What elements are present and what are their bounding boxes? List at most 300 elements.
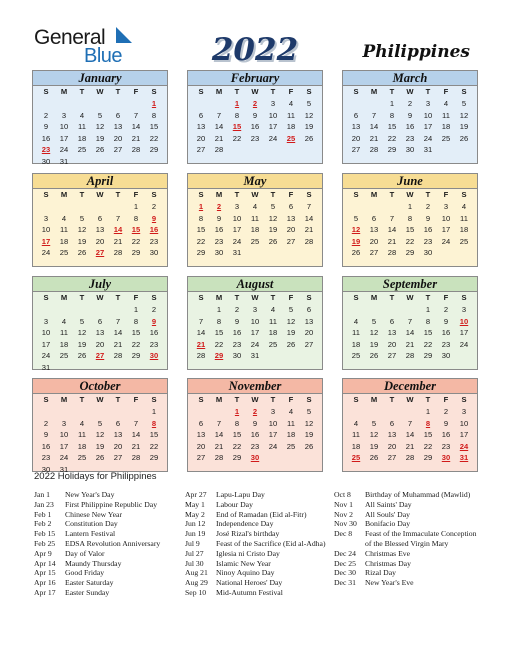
day-cell: 22 (214, 339, 224, 349)
day-cell: 11 (251, 213, 259, 223)
month-january (32, 70, 168, 164)
weekday-header: M (215, 190, 223, 199)
day-cell: 18 (351, 441, 361, 451)
day-cell: 4 (79, 418, 85, 428)
holiday-day: 2 (252, 407, 258, 416)
weekday-header: T (79, 293, 85, 302)
weekday-header: S (43, 190, 49, 199)
holiday-name: Independence Day (216, 519, 274, 529)
day-cell: 26 (95, 145, 105, 154)
day-cell: 27 (113, 145, 123, 154)
day-cell: 3 (43, 213, 49, 223)
holiday-item (34, 490, 160, 500)
month-june (342, 173, 478, 267)
day-cell: 15 (149, 430, 159, 439)
holiday-name: Feast of the Sacrifice (Eid al-Adha) (216, 538, 326, 548)
day-cell: 4 (61, 316, 67, 326)
day-cell: 16 (149, 328, 159, 337)
day-cell: 11 (60, 328, 68, 337)
day-cell: 12 (369, 430, 379, 439)
weekday-header: M (60, 293, 68, 302)
day-cell: 26 (304, 133, 314, 143)
day-cell: 20 (351, 133, 361, 143)
weekday-header: M (60, 190, 68, 199)
day-cell: 29 (423, 453, 433, 462)
holiday-name: Chinese New Year (65, 509, 123, 519)
holiday-name: Christmas Eve (365, 548, 411, 558)
day-cell: 15 (196, 225, 206, 234)
holiday-date: Apr 27 (185, 490, 207, 499)
holiday-date: Feb 25 (34, 538, 56, 548)
weekday-header: W (96, 293, 104, 302)
holiday-date: Dec 8 (334, 529, 353, 539)
day-cell: 20 (113, 133, 123, 143)
empty-cell (192, 406, 210, 418)
holiday-name: EDSA Revolution Anniversary (65, 538, 161, 548)
month-title: September (343, 277, 477, 292)
holiday-date: Apr 16 (34, 578, 56, 588)
day-cell: 19 (286, 328, 296, 337)
day-cell: 16 (423, 225, 433, 234)
day-cell: 26 (286, 339, 296, 349)
weekday-header: W (96, 395, 104, 404)
day-cell: 20 (196, 133, 206, 143)
day-cell: 15 (232, 430, 242, 439)
day-cell: 5 (461, 99, 467, 108)
day-cell: 7 (115, 316, 121, 326)
day-cell: 18 (77, 133, 87, 143)
empty-cell (109, 201, 127, 213)
day-cell: 1 (133, 305, 139, 314)
day-cell: 22 (405, 236, 415, 246)
day-cell: 21 (405, 441, 415, 451)
day-cell: 5 (288, 305, 294, 314)
weekday-header: F (288, 293, 294, 302)
holiday-date: Nov 30 (334, 519, 357, 529)
day-cell: 14 (113, 328, 123, 337)
holiday-day: 30 (250, 453, 260, 462)
holiday-day: 27 (95, 351, 105, 360)
holiday-date: Jan 23 (34, 499, 54, 509)
holiday-name: Easter Sunday (65, 587, 110, 597)
weekday-header: T (234, 87, 240, 96)
holiday-item (34, 588, 160, 598)
day-cell: 28 (131, 453, 141, 462)
day-cell: 13 (95, 225, 105, 234)
holiday-day: 17 (41, 236, 51, 246)
day-cell: 24 (41, 248, 51, 257)
holiday-date: Dec 25 (334, 558, 356, 568)
weekday-header: F (443, 87, 449, 96)
empty-cell (127, 98, 145, 110)
weekday-header: S (151, 293, 157, 302)
day-cell: 23 (149, 339, 159, 349)
day-cell: 2 (151, 202, 157, 211)
month-march (342, 70, 478, 164)
weekday-header: T (389, 395, 395, 404)
holiday-date: Sep 10 (185, 587, 207, 597)
holiday-name: Mid-Autumn Festival (216, 587, 283, 597)
empty-cell (109, 98, 127, 110)
day-cell: 22 (423, 441, 433, 451)
day-cell: 18 (250, 225, 260, 234)
day-cell: 24 (441, 236, 451, 246)
day-cell: 28 (214, 145, 224, 154)
day-cell: 3 (461, 305, 467, 314)
day-cell: 24 (268, 133, 278, 143)
holiday-date: May 1 (185, 499, 205, 509)
day-cell: 17 (268, 430, 278, 439)
day-cell: 24 (250, 339, 260, 349)
empty-cell (383, 406, 401, 418)
day-cell: 9 (425, 213, 431, 223)
holiday-date: Apr 9 (34, 548, 52, 558)
month-title: April (33, 174, 167, 189)
empty-cell (127, 406, 145, 418)
holiday-item (334, 549, 476, 559)
day-cell: 9 (443, 418, 449, 428)
day-cell: 19 (369, 441, 379, 451)
day-cell: 18 (59, 339, 69, 349)
holiday-item (334, 510, 476, 520)
day-cell: 13 (304, 316, 314, 326)
holiday-date: May 2 (185, 509, 205, 519)
day-cell: 26 (459, 133, 469, 143)
holiday-date: Jun 12 (185, 519, 206, 529)
weekday-header: S (151, 190, 157, 199)
holiday-day: 10 (459, 316, 469, 326)
day-cell: 9 (216, 213, 222, 223)
holiday-date: Oct 8 (334, 490, 351, 499)
month-day-grid (188, 292, 322, 362)
holiday-date: Jan 1 (34, 490, 51, 499)
day-cell: 4 (461, 202, 467, 211)
weekday-header: W (406, 87, 414, 96)
day-cell: 6 (115, 110, 121, 120)
day-cell: 18 (268, 328, 278, 337)
weekday-header: S (198, 190, 204, 199)
day-cell: 28 (113, 351, 123, 360)
day-cell: 15 (131, 328, 141, 337)
day-cell: 7 (115, 213, 121, 223)
day-cell: 19 (268, 225, 278, 234)
day-cell: 10 (59, 122, 69, 131)
day-cell: 28 (405, 453, 415, 462)
day-cell: 14 (387, 225, 397, 234)
day-cell: 27 (369, 248, 379, 257)
day-cell: 13 (113, 122, 123, 131)
day-cell: 24 (459, 339, 469, 349)
holiday-name: Easter Saturday (65, 578, 114, 588)
month-title: July (33, 277, 167, 292)
holiday-name: of the Blessed Virgin Mary (365, 538, 449, 548)
holiday-name: José Rizal's birthday (216, 529, 280, 539)
day-cell: 7 (306, 202, 312, 211)
day-cell: 27 (351, 145, 361, 154)
holiday-day: 19 (351, 236, 361, 246)
logo-word-blue: Blue (84, 45, 123, 67)
holiday-name: Lapu-Lapu Day (216, 490, 265, 499)
weekday-header: T (115, 293, 121, 302)
weekday-header: W (406, 293, 414, 302)
holiday-day: 1 (234, 407, 240, 416)
weekday-header: T (425, 395, 431, 404)
day-cell: 28 (113, 248, 123, 257)
day-cell: 25 (351, 351, 361, 360)
empty-cell (210, 406, 228, 418)
day-cell: 30 (441, 351, 451, 360)
day-cell: 21 (131, 441, 141, 451)
weekday-header: S (461, 395, 467, 404)
holiday-date: Jul 27 (185, 548, 204, 558)
day-cell: 23 (423, 236, 433, 246)
day-cell: 3 (425, 99, 431, 108)
holiday-day: 31 (459, 453, 469, 462)
weekday-header: S (306, 87, 312, 96)
day-cell: 18 (59, 236, 69, 246)
weekday-header: W (251, 87, 259, 96)
day-cell: 27 (387, 453, 397, 462)
country-title: Philippines (362, 42, 470, 62)
month-day-grid (33, 189, 167, 259)
weekday-header: S (43, 87, 49, 96)
month-october (32, 378, 168, 472)
month-july (32, 276, 168, 370)
month-title: March (343, 71, 477, 86)
holidays-title: 2022 Holidays for Philippines (34, 471, 157, 482)
day-cell: 5 (97, 418, 103, 428)
day-cell: 4 (288, 407, 294, 416)
month-title: January (33, 71, 167, 86)
weekday-header: W (406, 190, 414, 199)
day-cell: 19 (95, 441, 105, 451)
day-cell: 29 (149, 145, 159, 154)
day-cell: 27 (286, 236, 296, 246)
day-cell: 19 (77, 236, 87, 246)
day-cell: 3 (461, 407, 467, 416)
holiday-name: Bonifacio Day (365, 519, 411, 529)
weekday-header: T (270, 87, 276, 96)
weekday-header: F (288, 395, 294, 404)
day-cell: 17 (59, 441, 69, 451)
holiday-name: Christmas Day (365, 558, 411, 568)
day-cell: 23 (214, 236, 224, 246)
day-cell: 27 (196, 453, 206, 462)
day-cell: 5 (371, 418, 377, 428)
empty-cell (55, 201, 73, 213)
holiday-date: Apr 17 (34, 587, 56, 597)
month-day-grid (343, 189, 477, 259)
day-cell: 8 (425, 316, 431, 326)
day-cell: 21 (113, 339, 123, 349)
day-cell: 2 (151, 305, 157, 314)
weekday-header: T (425, 190, 431, 199)
weekday-header: F (288, 87, 294, 96)
day-cell: 8 (133, 213, 139, 223)
holiday-item (34, 500, 160, 510)
holiday-column (34, 490, 160, 598)
holiday-date: Nov 1 (334, 499, 354, 509)
holiday-item (185, 559, 326, 569)
holiday-date: Jul 9 (185, 538, 200, 548)
day-cell: 6 (371, 213, 377, 223)
empty-cell (73, 98, 91, 110)
holiday-day: 15 (131, 225, 141, 234)
day-cell: 7 (133, 110, 139, 120)
day-cell: 7 (371, 110, 377, 120)
day-cell: 14 (369, 122, 379, 131)
day-cell: 23 (250, 133, 260, 143)
empty-cell (109, 406, 127, 418)
day-cell: 27 (304, 339, 314, 349)
month-december (342, 378, 478, 472)
day-cell: 8 (216, 316, 222, 326)
day-cell: 10 (250, 316, 260, 326)
month-may (187, 173, 323, 267)
day-cell: 11 (287, 110, 295, 120)
day-cell: 29 (131, 351, 141, 360)
weekday-header: F (133, 395, 139, 404)
holiday-item (334, 519, 476, 529)
empty-cell (91, 406, 109, 418)
day-cell: 17 (250, 328, 260, 337)
month-title: February (188, 71, 322, 86)
day-cell: 20 (286, 225, 296, 234)
day-cell: 9 (252, 110, 258, 120)
weekday-header: F (133, 190, 139, 199)
day-cell: 24 (232, 236, 242, 246)
day-cell: 22 (232, 441, 242, 451)
day-cell: 25 (250, 236, 260, 246)
year-title: 2022 (211, 32, 299, 68)
day-cell: 20 (113, 441, 123, 451)
day-cell: 9 (43, 430, 49, 439)
month-september (342, 276, 478, 370)
empty-cell (73, 406, 91, 418)
day-cell: 6 (97, 213, 103, 223)
day-cell: 24 (423, 133, 433, 143)
day-cell: 23 (441, 339, 451, 349)
day-cell: 28 (387, 248, 397, 257)
day-cell: 6 (389, 418, 395, 428)
holiday-day: 9 (151, 213, 157, 223)
empty-cell (55, 406, 73, 418)
empty-cell (91, 304, 109, 316)
empty-cell (347, 201, 365, 213)
day-cell: 10 (59, 430, 69, 439)
day-cell: 30 (149, 248, 159, 257)
day-cell: 22 (149, 133, 159, 143)
day-cell: 11 (269, 316, 277, 326)
day-cell: 2 (407, 99, 413, 108)
holiday-day: 12 (351, 225, 361, 234)
day-cell: 14 (196, 328, 206, 337)
day-cell: 11 (352, 430, 360, 439)
holiday-date: Dec 31 (334, 578, 356, 588)
day-cell: 12 (369, 328, 379, 337)
day-cell: 22 (232, 133, 242, 143)
day-cell: 10 (441, 213, 451, 223)
day-cell: 2 (425, 202, 431, 211)
day-cell: 28 (196, 351, 206, 360)
day-cell: 6 (389, 316, 395, 326)
day-cell: 22 (131, 236, 141, 246)
day-cell: 16 (214, 225, 224, 234)
day-cell: 30 (405, 145, 415, 154)
holiday-name: End of Ramadan (Eid al-Fitr) (216, 509, 307, 519)
day-cell: 21 (214, 133, 224, 143)
holiday-column (334, 490, 476, 588)
empty-cell (347, 406, 365, 418)
day-cell: 5 (79, 213, 85, 223)
day-cell: 26 (351, 248, 361, 257)
day-cell: 14 (405, 430, 415, 439)
day-cell: 31 (59, 156, 69, 166)
month-day-grid (188, 189, 322, 259)
weekday-header: T (270, 293, 276, 302)
day-cell: 31 (250, 351, 260, 360)
day-cell: 25 (459, 236, 469, 246)
holiday-name: Iglesia ni Cristo Day (216, 548, 280, 558)
day-cell: 21 (214, 441, 224, 451)
day-cell: 5 (353, 213, 359, 223)
day-cell: 1 (425, 305, 431, 314)
month-day-grid (343, 292, 477, 362)
month-day-grid (33, 394, 167, 475)
day-cell: 4 (288, 99, 294, 108)
holiday-date: Feb 2 (34, 519, 52, 529)
holiday-item (34, 529, 160, 539)
day-cell: 17 (268, 122, 278, 131)
holiday-date: Dec 30 (334, 568, 356, 578)
day-cell: 24 (268, 441, 278, 451)
weekday-header: M (215, 395, 223, 404)
holiday-name: Islamic New Year (216, 558, 271, 568)
empty-cell (37, 98, 55, 110)
month-august (187, 276, 323, 370)
weekday-header: T (234, 395, 240, 404)
day-cell: 21 (304, 225, 314, 234)
weekday-header: T (115, 190, 121, 199)
day-cell: 2 (443, 305, 449, 314)
holiday-day: 15 (232, 122, 242, 131)
weekday-header: T (389, 87, 395, 96)
day-cell: 25 (59, 248, 69, 257)
day-cell: 1 (151, 407, 157, 416)
day-cell: 2 (43, 110, 49, 120)
weekday-header: W (251, 190, 259, 199)
holiday-day: 1 (151, 99, 157, 108)
weekday-header: W (406, 395, 414, 404)
day-cell: 26 (77, 248, 87, 257)
day-cell: 26 (369, 351, 379, 360)
day-cell: 3 (61, 110, 67, 120)
day-cell: 9 (443, 316, 449, 326)
day-cell: 22 (149, 441, 159, 451)
weekday-header: S (306, 293, 312, 302)
day-cell: 5 (270, 202, 276, 211)
holiday-name: New Year's Day (65, 490, 115, 499)
holiday-date: Apr 15 (34, 568, 56, 578)
holiday-item (334, 529, 476, 539)
day-cell: 29 (196, 248, 206, 257)
month-title: October (33, 379, 167, 394)
day-cell: 8 (234, 418, 240, 428)
day-cell: 27 (113, 453, 123, 462)
day-cell: 4 (353, 316, 359, 326)
holiday-item (34, 519, 160, 529)
day-cell: 19 (304, 122, 314, 131)
